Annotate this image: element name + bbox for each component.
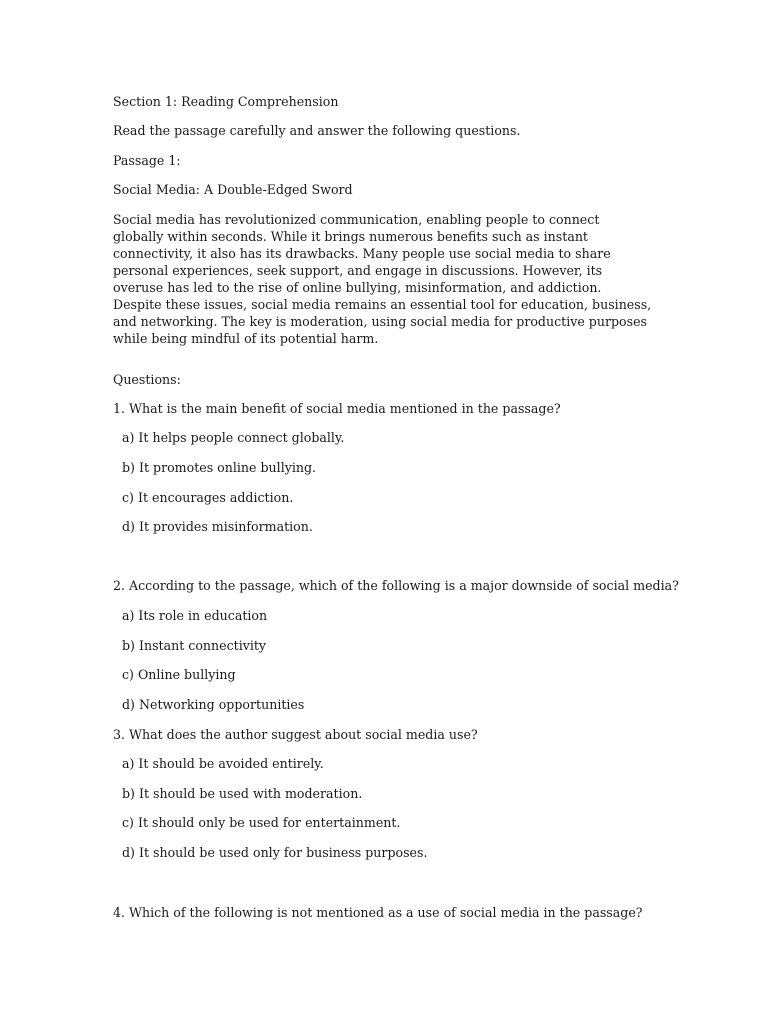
question-2-option-b: b) Instant connectivity [122, 638, 267, 653]
question-2-option-c: c) Online bullying [122, 667, 236, 682]
questions-heading: Questions: [113, 372, 181, 387]
question-1-option-c: c) It encourages addiction. [122, 490, 294, 505]
question-3-option-b: b) It should be used with moderation. [122, 786, 363, 801]
question-3-option-d: d) It should be used only for business purposes. [122, 845, 428, 860]
question-1-option-a: a) It helps people connect globally. [122, 430, 345, 445]
passage-title: Social Media: A Double-Edged Sword [113, 182, 353, 197]
passage-body: Social media has revolutionized communication, enabling people to connect globally within seconds. While it brings numerous benefits such as instant connectivity, it also has its drawbacks. Many people use social media to share personal experiences, seek support, and engage in discussions. However, its overuse has led to the rise of online bullying, misinformation, and addiction. Despite these issues, social media remains an essential tool for education, business, and networking. The key is moderation, using social media for productive purposes while being mindful of its potential harm. [113, 212, 652, 346]
question-1-option-b: b) It promotes online bullying. [122, 460, 317, 475]
question-4: 4. Which of the following is not mentioned as a use of social media in the passage? [113, 905, 643, 920]
question-1-option-d: d) It provides misinformation. [122, 519, 313, 534]
question-2-option-a: a) Its role in education [122, 608, 268, 623]
instruction-text: Read the passage carefully and answer the following questions. [113, 123, 521, 138]
question-3-option-a: a) It should be avoided entirely. [122, 756, 324, 771]
section-title: Section 1: Reading Comprehension [113, 94, 339, 109]
passage-label: Passage 1: [113, 153, 181, 168]
question-2-option-d: d) Networking opportunities [122, 697, 305, 712]
question-3: 3. What does the author suggest about social media use? [113, 727, 478, 742]
question-3-option-c: c) It should only be used for entertainment. [122, 815, 401, 830]
question-1: 1. What is the main benefit of social media mentioned in the passage? [113, 401, 561, 416]
question-2: 2. According to the passage, which of the following is a major downside of social media? [113, 578, 679, 593]
